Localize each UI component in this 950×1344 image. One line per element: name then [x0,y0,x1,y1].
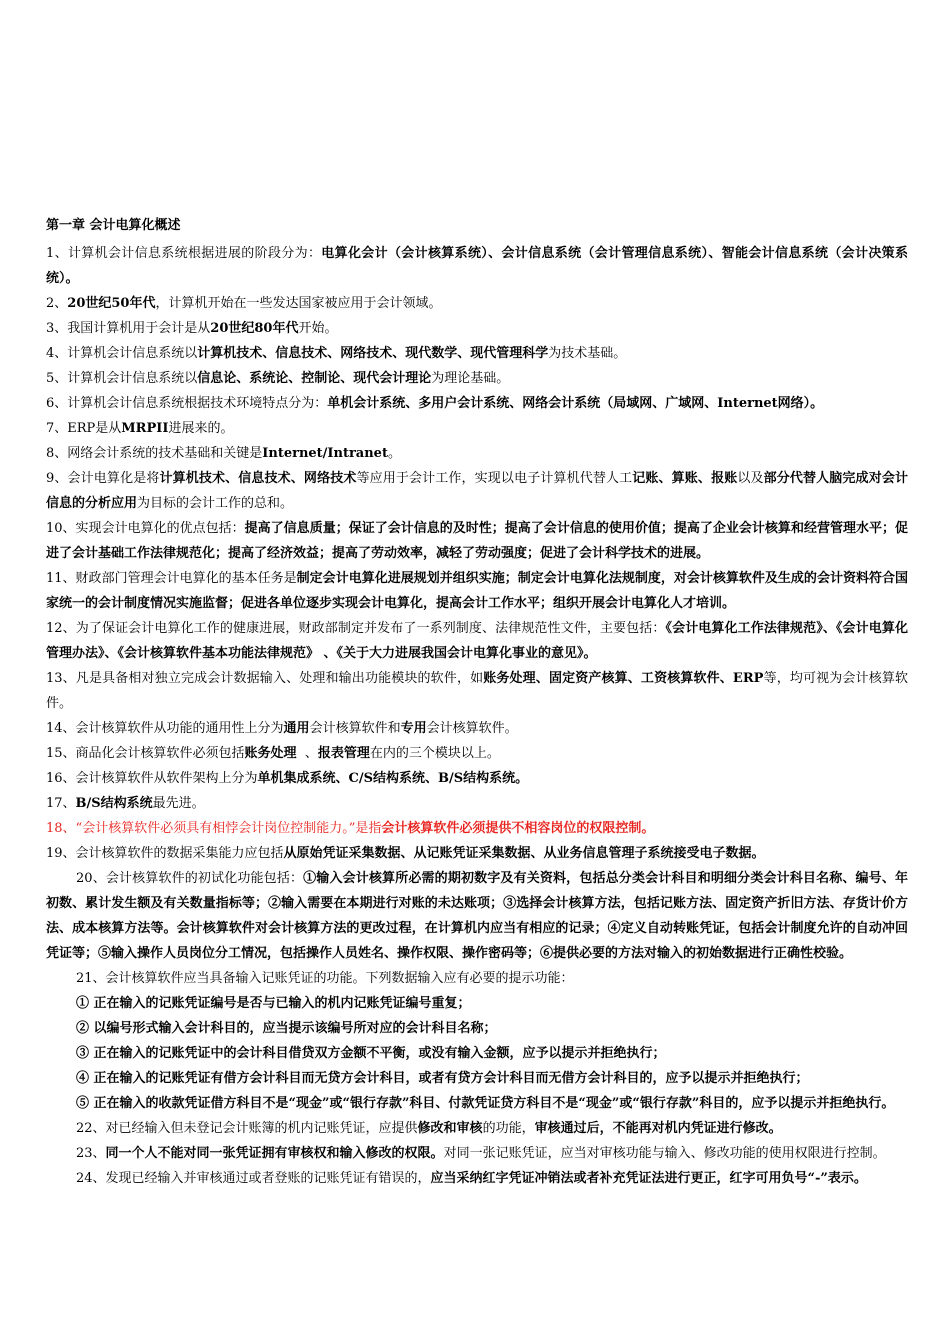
check-item-2: ② 以编号形式输入会计科目的，应当提示该编号所对应的会计科目名称； [76,1021,497,1036]
chapter-title: 第一章 会计电算化概述 [46,218,181,233]
paragraph-15: 15、商品化会计核算软件必须包括账务处理 、报表管理在内的三个模块以上。 [46,746,500,761]
paragraph-24: 24、发现已经输入并审核通过或者登账的记账凭证有错误的，应当采纳红字凭证冲销法或者补充凭证法进行更正，红字可用负号“-”表示。 [76,1171,867,1186]
paragraph-5: 5、计算机会计信息系统以信息论、系统论、控制论、现代会计理论为理论基础。 [46,371,510,386]
paragraph-11: 11、财政部门管理会计电算化的基本任务是制定会计电算化进展规划并组织实施；制定会计电算化法规制度，对会计核算软件及生成的会计资料符合国家统一的会计制度情况实施监督；促进各单位逐步实现会计电算化，提高会计工作水平；组织开展会计电算化人才培训。 [46,571,908,611]
paragraph-16: 16、会计核算软件从软件架构上分为单机集成系统、C/S结构系统、B/S结构系统。 [46,771,529,786]
paragraph-18: 18、“会计核算软件必须具有相悖会计岗位控制能力。”是指会计核算软件必须提供不相容岗位的权限控制。 [46,821,655,836]
paragraph-12: 12、为了保证会计电算化工作的健康进展，财政部制定并发布了一系列制度、法律规范性文件，主要包括：《会计电算化工作法律规范》、《会计电算化管理办法》、《会计核算软件基本功能法律规范》 、《关于大力进展我国会计电算化事业的意见》。 [46,621,908,661]
paragraph-9: 9、会计电算化是将计算机技术、信息技术、网络技术等应用于会计工作，实现以电子计算机代替人工记账、算账、报账以及部分代替人脑完成对会计信息的分析应用为目标的会计工作的总和。 [46,471,908,511]
paragraph-10: 10、实现会计电算化的优点包括：提高了信息质量；保证了会计信息的及时性；提高了会计信息的使用价值；提高了企业会计核算和经营管理水平；促进了会计基础工作法律规范化；提高了经济效益；提高了劳动效率，减轻了劳动强度；促进了会计科学技术的进展。 [46,521,908,561]
paragraph-7: 7、ERP是从MRPII进展来的。 [46,421,234,436]
paragraph-13: 13、凡是具备相对独立完成会计数据输入、处理和输出功能模块的软件，如账务处理、固定资产核算、工资核算软件、ERP等，均可视为会计核算软件。 [46,671,908,711]
paragraph-4: 4、计算机会计信息系统以计算机技术、信息技术、网络技术、现代数学、现代管理科学为技术基础。 [46,346,627,361]
paragraph-21: 21、会计核算软件应当具备输入记账凭证的功能。下列数据输入应有必要的提示功能： [76,971,574,986]
paragraph-6: 6、计算机会计信息系统根据技术环境特点分为：单机会计系统、多用户会计系统、网络会计系统（局域网、广域网、Internet网络）。 [46,396,824,411]
check-item-1: ① 正在输入的记账凭证编号是否与已输入的机内记账凭证编号重复； [76,996,471,1011]
paragraph-3: 3、我国计算机用于会计是从20世纪80年代开始。 [46,321,338,336]
paragraph-8: 8、网络会计系统的技术基础和关键是Internet/Intranet。 [46,446,401,461]
check-item-3: ③ 正在输入的记账凭证中的会计科目借贷双方金额不平衡，或没有输入金额，应予以提示并拒绝执行； [76,1046,666,1061]
paragraph-14: 14、会计核算软件从功能的通用性上分为通用会计核算软件和专用会计核算软件。 [46,721,518,736]
paragraph-1: 1、计算机会计信息系统根据进展的阶段分为：电算化会计（会计核算系统）、会计信息系统（会计管理信息系统）、智能会计信息系统（会计决策系统）。 [46,246,908,286]
paragraph-2: 2、20世纪50年代，计算机开始在一些发达国家被应用于会计领域。 [46,296,442,311]
check-item-4: ④ 正在输入的记账凭证有借方会计科目而无贷方会计科目，或者有贷方会计科目而无借方会计科目的，应予以提示并拒绝执行； [76,1071,809,1086]
paragraph-23: 23、同一个人不能对同一张凭证拥有审核权和输入修改的权限。对同一张记账凭证，应当对审核功能与输入、修改功能的使用权限进行控制。 [76,1146,886,1161]
document-body [46,216,908,1191]
paragraph-22: 22、对已经输入但未登记会计账簿的机内记账凭证，应提供修改和审核的功能，审核通过后，不能再对机内凭证进行修改。 [76,1121,782,1136]
paragraph-17: 17、B/S结构系统最先进。 [46,796,205,811]
paragraph-20: 20、会计核算软件的初试化功能包括：①输入会计核算所必需的期初数字及有关资料，包括总分类会计科目和明细分类会计科目名称、编号、年初数、累计发生额及有关数量指标等；②输入需要在本期进行对账的未达账项；③选择会计核算方法，包括记账方法、固定资产折旧方法、存货计价方法、成本核算方法等。会计核算软件对会计核算方法的更改过程，在计算机内应当有相应的记录；④定义自动转账凭证，包括会计制度允许的自动冲回凭证等；⑤输入操作人员岗位分工情况，包括操作人员姓名、操作权限、操作密码等；⑥提供必要的方法对输入的初始数据进行正确性校验。 [46,871,908,961]
paragraph-19: 19、会计核算软件的数据采集能力应包括从原始凭证采集数据、从记账凭证采集数据、从业务信息管理子系统接受电子数据。 [46,846,765,861]
check-item-5: ⑤ 正在输入的收款凭证借方科目不是“现金”或“银行存款”科目、付款凭证贷方科目不是“现金”或“银行存款”科目的，应予以提示并拒绝执行。 [76,1096,895,1111]
